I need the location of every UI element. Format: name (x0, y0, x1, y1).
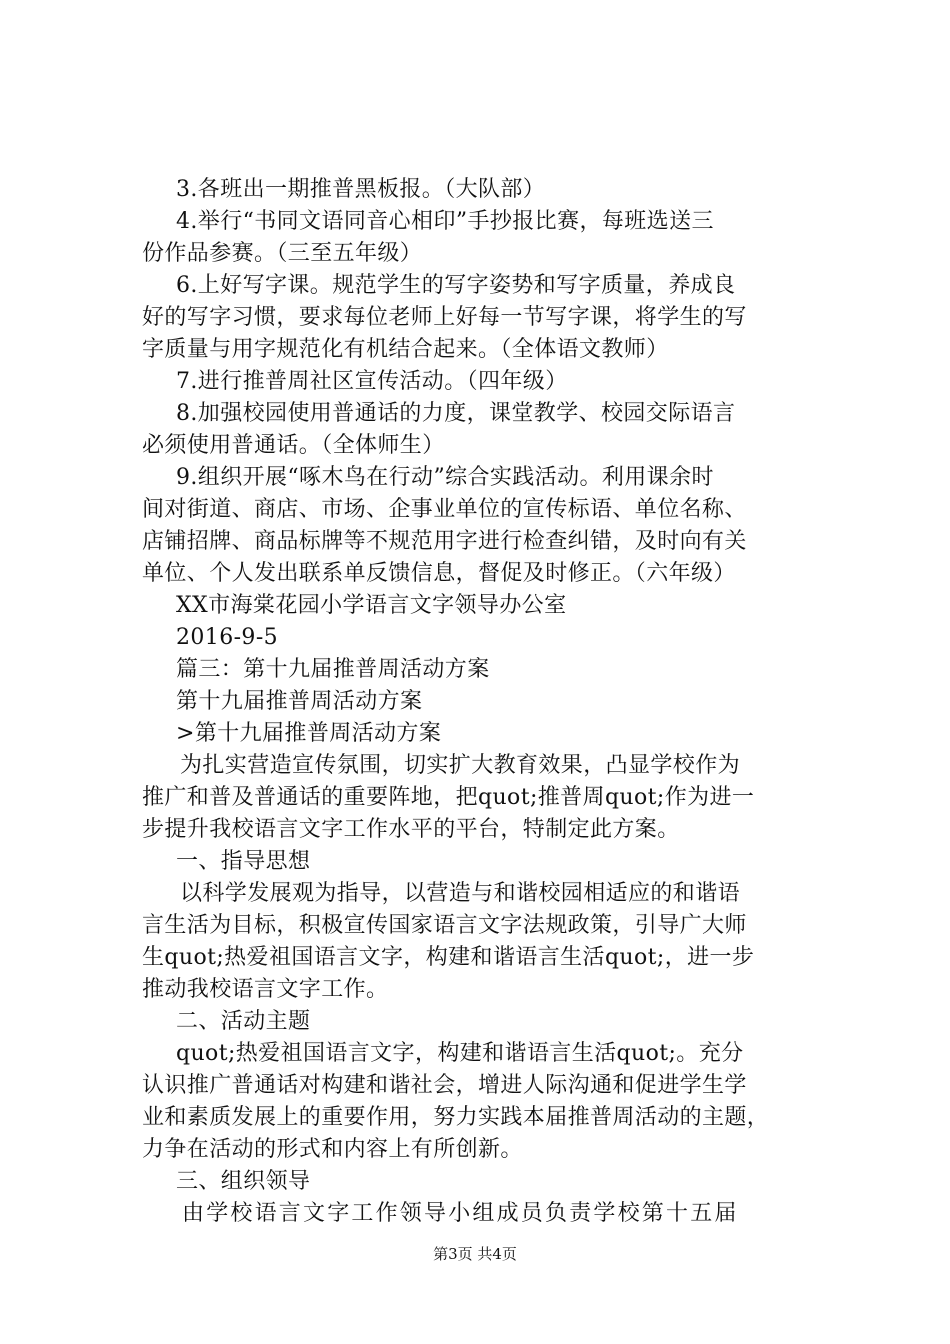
text-line: 由学校语言文字工作领导小组成员负责学校第十五届 (182, 1201, 739, 1226)
text-line: 4.举行“书同文语同音心相印”手抄报比赛，每班选送三 (176, 209, 714, 234)
text-line: 步提升我校语言文字工作水平的平台，特制定此方案。 (142, 817, 680, 842)
text-line: 8.加强校园使用普通话的力度，课堂教学、校园交际语言 (176, 401, 736, 426)
text-line: 业和素质发展上的重要作用，努力实践本届推普周活动的主题， (142, 1105, 770, 1130)
text-line: 7.进行推普周社区宣传活动。（四年级） (176, 369, 568, 394)
text-line: 推动我校语言文字工作。 (142, 977, 389, 1002)
text-line: >第十九届推普周活动方案 (176, 721, 442, 746)
text-line: 2016-9-5 (176, 625, 279, 650)
text-line: 以科学发展观为指导，以营造与和谐校园相适应的和谐语 (180, 881, 741, 906)
text-line: 第十九届推普周活动方案 (176, 689, 423, 714)
text-line: 单位、个人发出联系单反馈信息，督促及时修正。（六年级） (142, 561, 736, 586)
text-line: 店铺招牌、商品标牌等不规范用字进行检查纠错，及时向有关 (142, 529, 747, 554)
text-line: 认识推广普通话对构建和谐社会，增进人际沟通和促进学生学 (142, 1073, 747, 1098)
text-line: 间对街道、商店、市场、企事业单位的宣传标语、单位名称、 (142, 497, 747, 522)
text-line: 言生活为目标，积极宣传国家语言文字法规政策，引导广大师 (142, 913, 747, 938)
text-line: 一、指导思想 (176, 849, 311, 874)
text-line: 为扎实营造宣传氛围，切实扩大教育效果，凸显学校作为 (180, 753, 741, 778)
text-line: quot;热爱祖国语言文字，构建和谐语言生活quot;。充分 (176, 1041, 744, 1066)
text-line: 力争在活动的形式和内容上有所创新。 (142, 1137, 523, 1162)
text-line: 三、组织领导 (176, 1169, 311, 1194)
text-line: 6.上好写字课。规范学生的写字姿势和写字质量，养成良 (176, 273, 736, 298)
page-footer: 第3页 共4页 (433, 1245, 517, 1263)
document-body (142, 174, 842, 1230)
text-line: 字质量与用字规范化有机结合起来。（全体语文教师） (142, 337, 669, 362)
text-line: 篇三：第十九届推普周活动方案 (176, 657, 490, 682)
text-line: 二、活动主题 (176, 1009, 311, 1034)
text-line: 3.各班出一期推普黑板报。（大队部） (176, 177, 546, 202)
text-line: 9.组织开展“啄木鸟在行动”综合实践活动。利用课余时 (176, 465, 714, 490)
text-line: 生quot;热爱祖国语言文字，构建和谐语言生活quot;，进一步 (142, 945, 755, 970)
text-line: 份作品参赛。（三至五年级） (142, 241, 423, 266)
text-line: 必须使用普通话。（全体师生） (142, 433, 445, 458)
text-line: 推广和普及普通话的重要阵地，把quot;推普周quot;作为进一 (142, 785, 755, 810)
text-line: 好的写字习惯，要求每位老师上好每一节写字课，将学生的写 (142, 305, 747, 330)
text-line: XX市海棠花园小学语言文字领导办公室 (176, 593, 567, 618)
